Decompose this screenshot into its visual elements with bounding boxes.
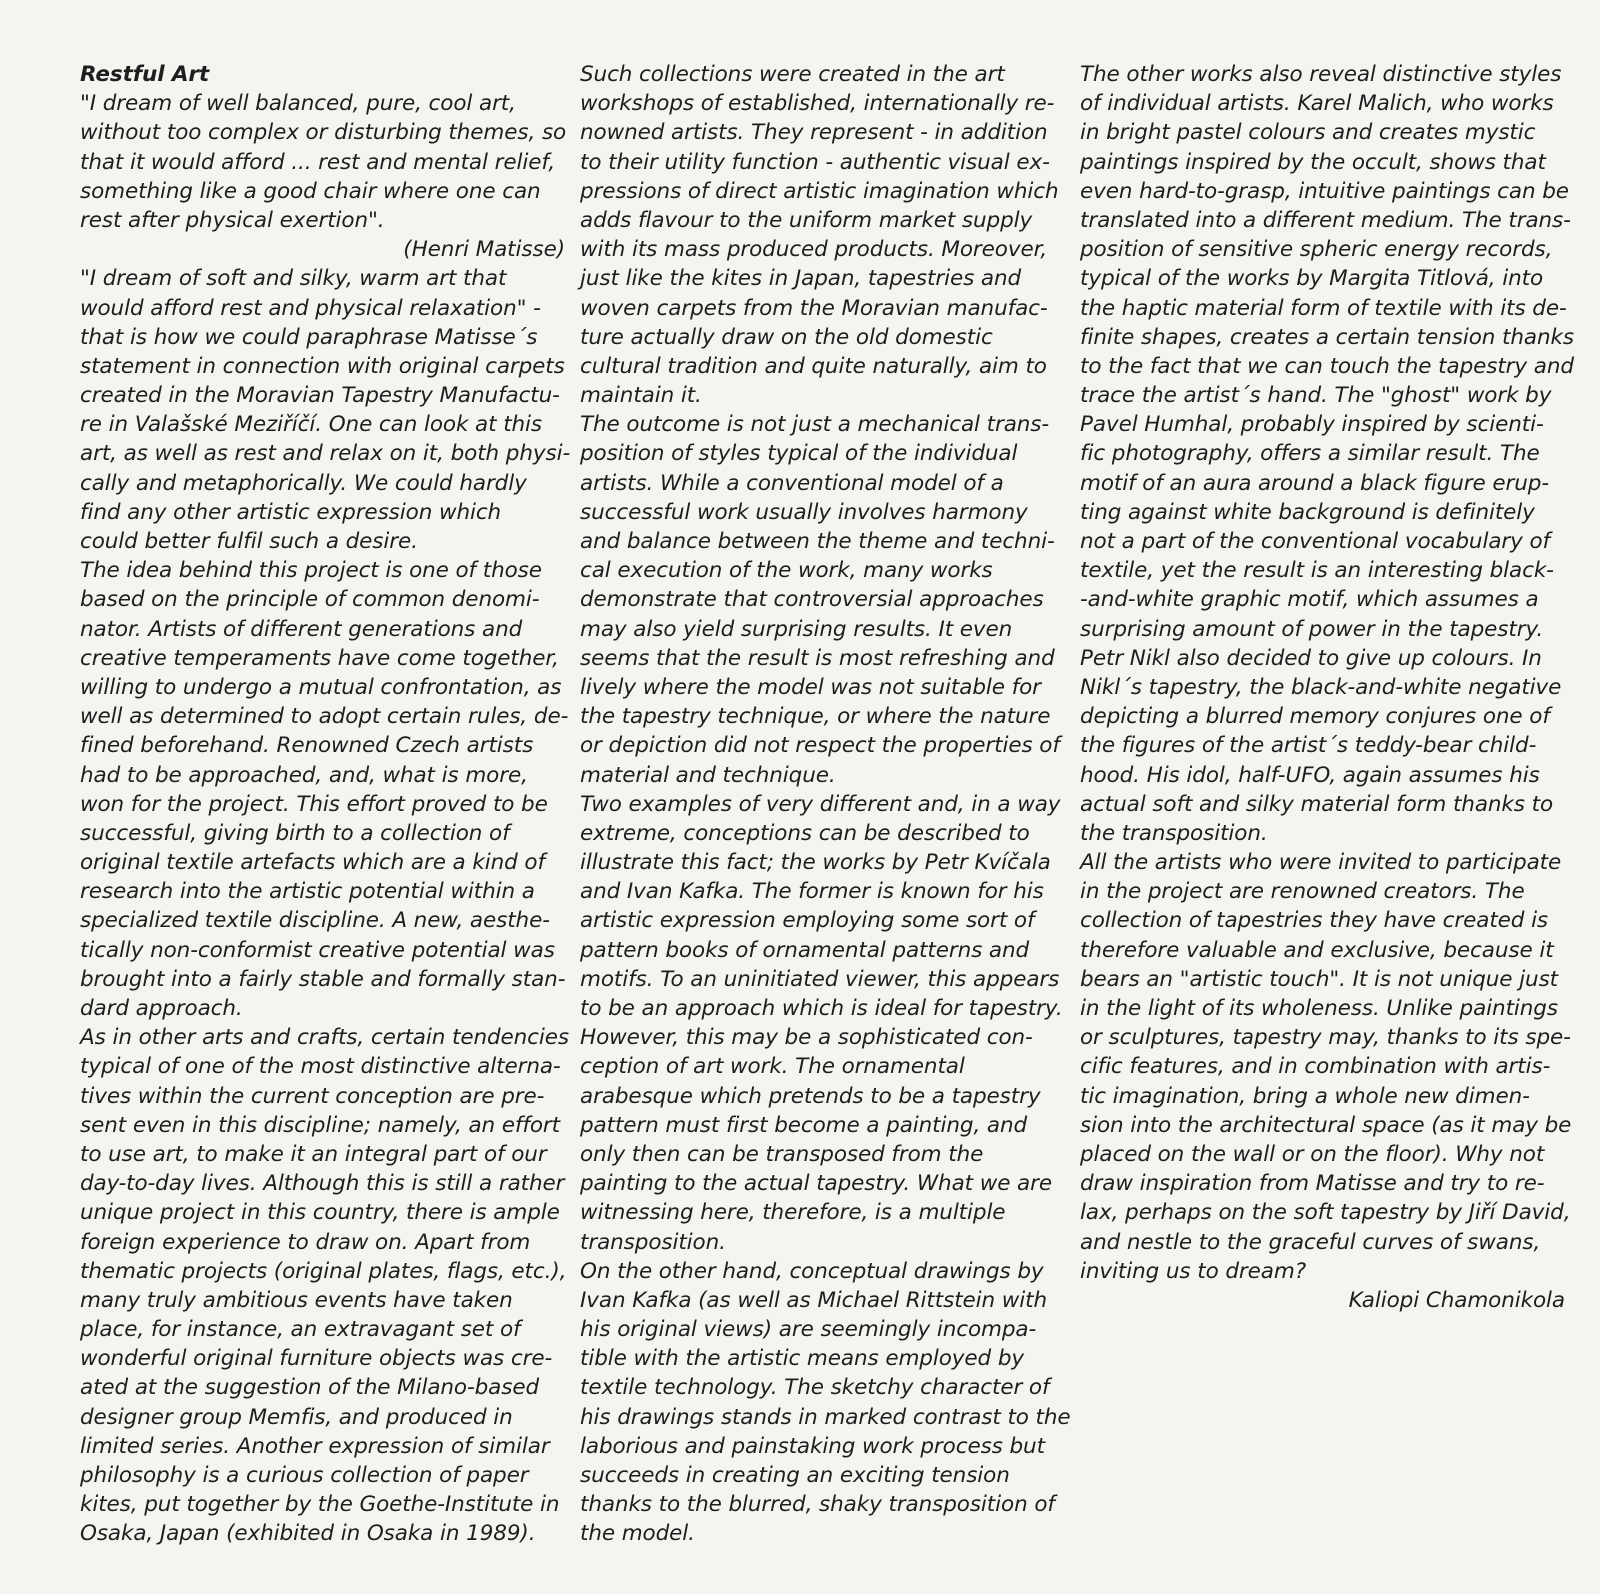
- text-line: translated into a different medium. The trans-: [1080, 207, 1571, 233]
- text-line: Kaliopi Chamonikola: [1348, 1287, 1565, 1313]
- column-1: [80, 60, 571, 1549]
- text-line: Nikl´s tapestry, the black-and-white negative: [1080, 674, 1562, 700]
- text-line: day-to-day lives. Although this is still a rather: [80, 1171, 565, 1197]
- text-line: demonstrate that controversial approaches: [580, 587, 1044, 613]
- text-line: cultural tradition and quite naturally, aim to: [580, 353, 1047, 379]
- text-line: textile technology. The sketchy character of: [580, 1375, 1050, 1401]
- text-line: inviting us to dream?: [1080, 1258, 1307, 1284]
- text-line: The idea behind this project is one of those: [80, 558, 542, 584]
- text-line: that it would afford ... rest and mental relief,: [80, 149, 556, 175]
- text-line: draw inspiration from Matisse and try to re-: [1080, 1171, 1545, 1197]
- text-line: Osaka, Japan (exhibited in Osaka in 1989).: [80, 1521, 536, 1547]
- text-line: textile, yet the result is an interesting black-: [1080, 558, 1554, 584]
- text-line: or depiction did not respect the properties of: [580, 733, 1060, 759]
- text-line: something like a good chair where one can: [80, 178, 541, 204]
- text-line: without too complex or disturbing themes, so: [80, 120, 567, 146]
- text-line: actual soft and silky material form thanks to: [1080, 791, 1554, 817]
- text-line: tic imagination, bring a whole new dimen-: [1080, 1083, 1530, 1109]
- text-line: the tapestry technique, or where the nature: [580, 704, 1051, 730]
- text-line: pattern must first become a painting, and: [580, 1112, 1028, 1138]
- text-line: lax, perhaps on the soft tapestry by Jiří David,: [1080, 1200, 1571, 1226]
- text-line: motifs. To an uninitiated viewer, this appears: [580, 966, 1060, 992]
- text-line: not a part of the conventional vocabulary of: [1080, 529, 1551, 554]
- text-line: with its mass produced products. Moreover,: [580, 237, 1048, 263]
- text-line: creative temperaments have come together,: [80, 645, 559, 671]
- text-line: won for the project. This effort proved to be: [80, 791, 548, 817]
- text-line: based on the principle of common denomi-: [80, 587, 540, 613]
- text-line: successful work usually involves harmony: [580, 499, 1028, 525]
- text-line: witnessing here, therefore, is a multiple: [580, 1200, 1006, 1226]
- text-line: and nestle to the graceful curves of swans,: [1080, 1229, 1541, 1255]
- text-line: bears an "artistic touch". It is not unique just: [1080, 966, 1558, 992]
- text-line: fined beforehand. Renowned Czech artists: [80, 733, 534, 759]
- text-line: hood. His idol, half-UFO, again assumes his: [1080, 762, 1540, 788]
- text-line: Ivan Kafka (as well as Michael Rittstein with: [580, 1287, 1047, 1313]
- text-line: many truly ambitious events have taken: [80, 1287, 513, 1313]
- text-line: to their utility function - authentic visual ex-: [580, 149, 1050, 175]
- text-line: even hard-to-grasp, intuitive paintings can be: [1080, 178, 1569, 204]
- text-line: maintain it.: [580, 383, 702, 409]
- text-line: thanks to the blurred, shaky transposition of: [580, 1492, 1055, 1518]
- text-line: unique project in this country, there is ample: [80, 1200, 560, 1226]
- text-line: and Ivan Kafka. The former is known for his: [580, 879, 1044, 905]
- text-line: collection of tapestries they have created is: [1080, 908, 1549, 934]
- text-line: in the light of its wholeness. Unlike paintings: [1080, 996, 1558, 1021]
- text-line: succeeds in creating an exciting tension: [580, 1463, 1010, 1488]
- text-line: Petr Nikl also decided to give up colours. In: [1080, 645, 1542, 671]
- text-line: statement in connection with original carpets: [80, 353, 565, 379]
- text-line: to use art, to make it an integral part of our: [80, 1141, 547, 1167]
- text-line: painting to the actual tapestry. What we are: [580, 1171, 1052, 1197]
- text-line: sion into the architectural space (as it may be: [1080, 1112, 1572, 1138]
- text-line: the haptic material form of textile with its de-: [1080, 295, 1567, 321]
- text-line: artists. While a conventional model of a: [580, 470, 1004, 496]
- text-line: of individual artists. Karel Malich, who works: [1080, 91, 1554, 117]
- text-line: to be an approach which is ideal for tapestry.: [580, 996, 1063, 1021]
- text-line: extreme, conceptions can be described to: [580, 820, 1030, 846]
- text-line: cally and metaphorically. We could hardly: [80, 470, 527, 496]
- text-line: brought into a fairly stable and formally stan-: [80, 966, 566, 992]
- text-line: tible with the artistic means employed by: [580, 1346, 1024, 1372]
- text-line: pattern books of ornamental patterns and: [580, 937, 1030, 963]
- text-line: Pavel Humhal, probably inspired by scienti-: [1080, 412, 1544, 438]
- text-line: kites, put together by the Goethe-Institute in: [80, 1492, 560, 1518]
- text-line: tives within the current conception are pre-: [80, 1083, 545, 1109]
- text-line: workshops of established, internationally re-: [580, 91, 1055, 117]
- text-line: willing to undergo a mutual confrontation, as: [80, 674, 562, 700]
- text-line: the model.: [580, 1521, 695, 1547]
- text-line: ture actually draw on the old domestic: [580, 324, 993, 350]
- text-line: or sculptures, tapestry may, thanks to its spe-: [1080, 1025, 1571, 1051]
- text-line: material and technique.: [580, 762, 836, 788]
- text-line: "I dream of well balanced, pure, cool art,: [80, 91, 516, 117]
- text-line: illustrate this fact; the works by Petr Kvíčala: [580, 850, 1051, 876]
- text-line: All the artists who were invited to participate: [1080, 850, 1562, 876]
- text-line: laborious and painstaking work process but: [580, 1433, 1045, 1459]
- text-line: cal execution of the work, many works: [580, 558, 993, 584]
- article-title: Restful Art: [80, 62, 210, 87]
- text-line: typical of the works by Margita Titlová, into: [1080, 266, 1544, 292]
- text-line: re in Valašské Meziříčí. One can look at this: [80, 412, 543, 438]
- text-line: As in other arts and crafts, certain tendencies: [80, 1025, 569, 1051]
- text-line: place, for instance, an extravagant set of: [80, 1317, 521, 1343]
- text-line: ting against white background is definitely: [1080, 499, 1535, 525]
- text-line: that is how we could paraphrase Matisse´s: [80, 324, 538, 350]
- text-line: philosophy is a curious collection of paper: [80, 1463, 529, 1488]
- text-line: dard approach.: [80, 996, 243, 1021]
- text-line: pressions of direct artistic imagination which: [580, 178, 1059, 204]
- text-line: specialized textile discipline. A new, aesthe-: [80, 908, 550, 934]
- text-line: ception of art work. The ornamental: [580, 1054, 965, 1080]
- text-line: only then can be transposed from the: [580, 1141, 984, 1167]
- text-line: find any other artistic expression which: [80, 499, 502, 525]
- text-line: (Henri Matisse): [403, 237, 565, 263]
- text-line: The other works also reveal distinctive styles: [1080, 62, 1562, 87]
- text-line: depicting a blurred memory conjures one of: [1080, 704, 1550, 730]
- text-line: arabesque which pretends to be a tapestry: [580, 1083, 1041, 1109]
- text-line: Such collections were created in the art: [580, 62, 1005, 87]
- text-line: position of sensitive spheric energy records,: [1080, 237, 1553, 263]
- text-line: the transposition.: [1080, 820, 1268, 846]
- text-line: artistic expression employing some sort of: [580, 908, 1035, 934]
- text-line: However, this may be a sophisticated con-: [580, 1025, 1033, 1051]
- text-line: well as determined to adopt certain rules, de-: [80, 704, 569, 730]
- text-line: had to be approached, and, what is more,: [80, 762, 528, 788]
- text-line: and balance between the theme and techni-: [580, 529, 1055, 554]
- text-line: original textile artefacts which are a kind of: [80, 850, 545, 876]
- text-line: the figures of the artist´s teddy-bear child-: [1080, 733, 1537, 759]
- text-line: surprising amount of power in the tapestry.: [1080, 616, 1544, 642]
- text-line: successful, giving birth to a collection of: [80, 820, 510, 846]
- text-line: foreign experience to draw on. Apart from: [80, 1229, 531, 1255]
- text-line: nator. Artists of different generations and: [80, 616, 523, 642]
- text-line: The outcome is not just a mechanical trans-: [580, 412, 1050, 438]
- text-line: could better fulfil such a desire.: [80, 529, 418, 554]
- text-line: may also yield surprising results. It even: [580, 616, 1013, 642]
- text-line: trace the artist´s hand. The "ghost" work by: [1080, 383, 1552, 409]
- text-line: research into the artistic potential within a: [80, 879, 535, 905]
- text-line: paintings inspired by the occult, shows that: [1080, 149, 1546, 175]
- text-line: cific features, and in combination with artis-: [1080, 1054, 1551, 1080]
- text-line: his drawings stands in marked contrast to the: [580, 1404, 1071, 1430]
- text-line: "I dream of soft and silky, warm art that: [80, 266, 507, 292]
- column-2: [580, 60, 1070, 1549]
- text-line: finite shapes, creates a certain tension thanks: [1080, 324, 1574, 350]
- text-line: motif of an aura around a black figure erup-: [1080, 470, 1549, 496]
- text-line: placed on the wall or on the floor). Why not: [1080, 1141, 1545, 1167]
- text-line: tically non-conformist creative potential was: [80, 937, 555, 963]
- text-line: Two examples of very different and, in a way: [580, 791, 1061, 817]
- text-line: therefore valuable and exclusive, because it: [1080, 937, 1554, 963]
- text-line: would afford rest and physical relaxation" -: [80, 295, 541, 321]
- text-line: rest after physical exertion".: [80, 207, 385, 233]
- text-line: art, as well as rest and relax on it, both physi-: [80, 441, 571, 467]
- text-line: -and-white graphic motif, which assumes a: [1080, 587, 1539, 613]
- text-line: nowned artists. They represent - in addition: [580, 120, 1048, 146]
- text-line: typical of one of the most distinctive alterna-: [80, 1054, 561, 1080]
- column-3: [1080, 60, 1574, 1315]
- text-line: lively where the model was not suitable for: [580, 674, 1041, 700]
- text-line: On the other hand, conceptual drawings by: [580, 1258, 1044, 1284]
- text-line: transposition.: [580, 1229, 726, 1255]
- text-line: limited series. Another expression of similar: [80, 1433, 550, 1459]
- text-line: just like the kites in Japan, tapestries and: [580, 266, 1022, 292]
- text-line: designer group Memfis, and produced in: [80, 1404, 513, 1430]
- text-line: woven carpets from the Moravian manufac-: [580, 295, 1048, 321]
- text-line: to the fact that we can touch the tapestry and: [1080, 353, 1574, 379]
- text-line: adds flavour to the uniform market supply: [580, 207, 1033, 233]
- text-line: fic photography, offers a similar result. The: [1080, 441, 1540, 467]
- text-line: ated at the suggestion of the Milano-based: [80, 1375, 540, 1401]
- text-line: seems that the result is most refreshing and: [580, 645, 1055, 671]
- text-line: thematic projects (original plates, flags, etc.),: [80, 1258, 567, 1284]
- text-line: sent even in this discipline; namely, an effort: [80, 1112, 560, 1138]
- text-line: position of styles typical of the individual: [580, 441, 1018, 467]
- text-line: wonderful original furniture objects was cre-: [80, 1346, 553, 1372]
- text-line: created in the Moravian Tapestry Manufactu-: [80, 383, 560, 409]
- text-line: his original views) are seemingly incompa-: [580, 1317, 1037, 1343]
- text-line: in the project are renowned creators. The: [1080, 879, 1525, 905]
- text-line: in bright pastel colours and creates mystic: [1080, 120, 1536, 146]
